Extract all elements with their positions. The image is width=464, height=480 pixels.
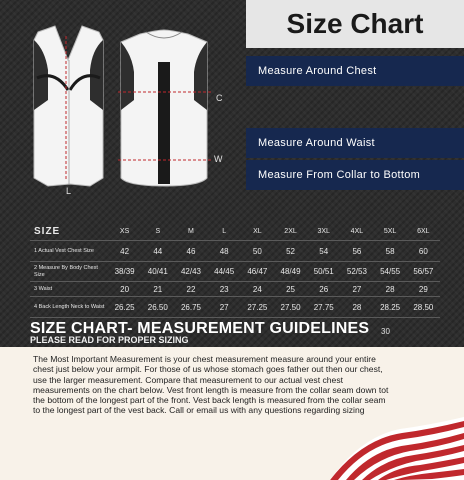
table-cell: 29 [407,282,440,297]
guidelines-body: The Most Important Measurement is your chest measurement measure around your entire chest just below your armpit. For those of us whose stomach goes father out then our chest, use the larger measurement. Compare that measurement to our actual vest chest measurements on the chart below. Vest front length is measure from the collar seam down tot the bottom of the longest part of the front. Vest back length is measured from the collar seam to the longest part of the vest back. Call or email us with any questions regarding sizing [33,354,389,416]
table-cell: 54 [307,241,340,262]
table-row [30,262,440,282]
table-cell: 56/57 [407,262,440,282]
waist-dimension-label: W [214,154,223,164]
table-row [30,282,440,297]
table-cell: 58 [374,241,407,262]
table-cell: 56 [340,241,373,262]
table-row [30,241,440,262]
vest-back-illustration [118,30,212,186]
row-label: 4 Back Length Neck to Waist [30,297,108,318]
row-label: 2 Measure By Body Chest Size [30,262,108,282]
table-cell: 28 [374,282,407,297]
table-cell: 26 [307,282,340,297]
row-label: 3 Waist [30,282,108,297]
table-cell: 27 [208,297,241,318]
table-cell: 60 [407,241,440,262]
size-header: 3XL [307,222,340,241]
table-cell: 46 [174,241,207,262]
table-cell: 52 [274,241,307,262]
table-cell: 28.50 [407,297,440,318]
size-header: XL [241,222,274,241]
vest-diagrams [0,0,246,210]
measure-waist-label: Measure Around Waist [246,128,464,158]
table-cell: 54/55 [374,262,407,282]
table-cell: 26.75 [174,297,207,318]
table-row [30,297,440,318]
size-header: S [141,222,174,241]
size-header: L [208,222,241,241]
table-cell: 25 [274,282,307,297]
table-cell: 44/45 [208,262,241,282]
table-cell: 42/43 [174,262,207,282]
front-length-label: L [66,186,72,196]
table-cell: 21 [141,282,174,297]
table-cell: 27.25 [241,297,274,318]
table-cell: 50/51 [307,262,340,282]
measure-chest-label: Measure Around Chest [246,56,464,86]
guidelines-title: SIZE CHART- MEASUREMENT GUIDELINES [30,320,370,337]
measure-collar-label: Measure From Collar to Bottom [246,160,464,190]
table-cell: 28.25 [374,297,407,318]
table-cell: 50 [241,241,274,262]
table-cell: 44 [141,241,174,262]
table-cell: 48/49 [274,262,307,282]
table-cell: 52/53 [340,262,373,282]
page-title: Size Chart [246,0,464,48]
chest-dimension-label: C [216,93,223,103]
table-cell: 40/41 [141,262,174,282]
size-column-header: SIZE [30,222,108,241]
guidelines-subtitle: PLEASE READ FOR PROPER SIZING [30,335,189,345]
size-header: 4XL [340,222,373,241]
table-cell: 22 [174,282,207,297]
table-cell: 48 [208,241,241,262]
table-cell: 46/47 [241,262,274,282]
size-header: 6XL [407,222,440,241]
table-cell: 24 [241,282,274,297]
page-number: 30 [381,327,390,336]
table-cell: 42 [108,241,141,262]
table-cell: 27.75 [307,297,340,318]
size-header: 5XL [374,222,407,241]
table-cell: 38/39 [108,262,141,282]
size-header: 2XL [274,222,307,241]
table-cell: 26.50 [141,297,174,318]
table-cell: 27 [340,282,373,297]
size-header: M [174,222,207,241]
table-cell: 27.50 [274,297,307,318]
size-header: XS [108,222,141,241]
size-table-header-row [30,222,440,241]
table-cell: 23 [208,282,241,297]
vest-front-illustration [34,26,103,186]
size-table [30,222,440,318]
row-label: 1 Actual Vest Chest Size [30,241,108,262]
table-cell: 20 [108,282,141,297]
table-cell: 28 [340,297,373,318]
table-cell: 26.25 [108,297,141,318]
